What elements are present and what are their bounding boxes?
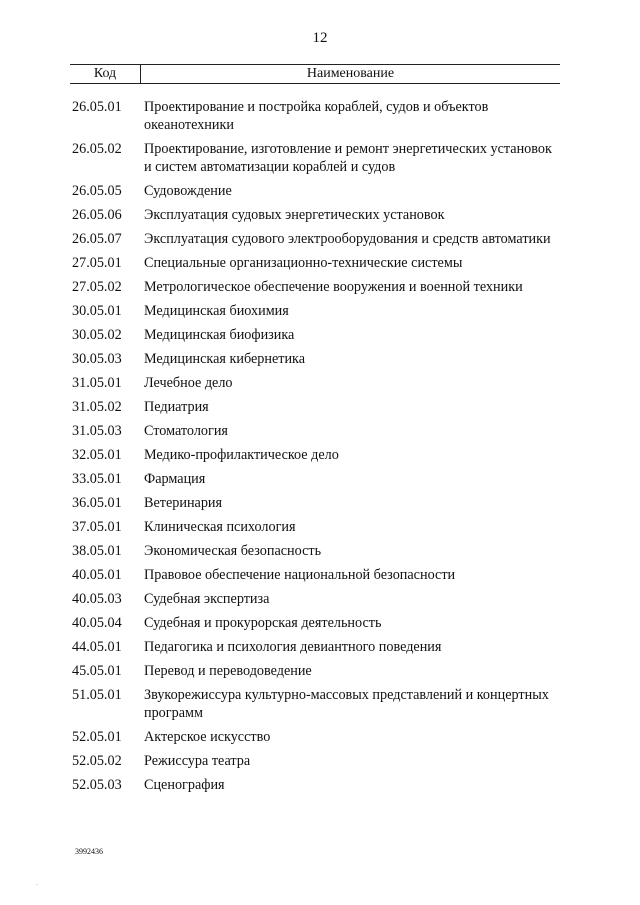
row-name: Фармация xyxy=(144,471,206,487)
table-row xyxy=(72,590,562,608)
row-code: 26.05.07 xyxy=(72,231,122,247)
row-name: Эксплуатация судового электрооборудования и средств автоматики xyxy=(144,231,551,247)
row-code: 30.05.01 xyxy=(72,303,122,319)
document-number: 3992436 xyxy=(75,847,103,856)
table-row xyxy=(72,398,562,416)
row-name: Сценография xyxy=(144,777,225,793)
row-name: Стоматология xyxy=(144,423,228,439)
row-name: Метрологическое обеспечение вооружения и военной техники xyxy=(144,279,523,295)
row-code: 33.05.01 xyxy=(72,471,122,487)
table-row xyxy=(72,230,562,248)
row-code: 30.05.02 xyxy=(72,327,122,343)
row-name: Лечебное дело xyxy=(144,375,233,391)
table-row xyxy=(72,776,562,794)
row-code: 31.05.02 xyxy=(72,399,122,415)
page-number: 12 xyxy=(312,30,328,46)
table-row xyxy=(72,566,562,584)
row-code: 52.05.01 xyxy=(72,729,122,745)
row-code: 45.05.01 xyxy=(72,663,122,679)
row-name: Судебная экспертиза xyxy=(144,591,270,607)
table-row xyxy=(72,470,562,488)
table-row xyxy=(72,614,562,632)
row-code: 30.05.03 xyxy=(72,351,122,367)
row-name: Ветеринария xyxy=(144,495,223,511)
table-row xyxy=(72,422,562,440)
row-code: 52.05.02 xyxy=(72,753,122,769)
row-name: Звукорежиссура культурно-массовых представлений и концертных программ xyxy=(144,687,549,721)
row-code: 38.05.01 xyxy=(72,543,122,559)
row-name: Медико-профилактическое дело xyxy=(144,447,339,463)
table-row xyxy=(72,374,562,392)
table-row xyxy=(72,662,562,680)
row-code: 44.05.01 xyxy=(72,639,122,655)
row-code: 27.05.01 xyxy=(72,255,122,271)
header-name: Наименование xyxy=(306,66,395,81)
row-code: 27.05.02 xyxy=(72,279,122,295)
table-row xyxy=(72,182,562,200)
row-code: 31.05.01 xyxy=(72,375,122,391)
row-name: Режиссура театра xyxy=(144,753,251,769)
table-row xyxy=(72,206,562,224)
table-row xyxy=(72,518,562,536)
table-row xyxy=(72,542,562,560)
row-name: Судебная и прокурорская деятельность xyxy=(144,615,382,631)
table-row xyxy=(72,278,562,296)
row-name: Педиатрия xyxy=(144,399,209,415)
row-name: Перевод и переводоведение xyxy=(144,663,312,679)
corner-mark: . xyxy=(36,878,38,887)
row-name: Медицинская кибернетика xyxy=(144,351,306,367)
row-code: 26.05.06 xyxy=(72,207,122,223)
row-code: 32.05.01 xyxy=(72,447,122,463)
row-name: Проектирование и постройка кораблей, судов и объектов океанотехники xyxy=(144,99,489,133)
row-name: Актерское искусство xyxy=(144,729,271,745)
row-code: 26.05.02 xyxy=(72,141,122,157)
row-name: Проектирование, изготовление и ремонт энергетических установок и систем автоматизации кораблей и судов xyxy=(144,141,552,175)
table-row xyxy=(72,254,562,272)
row-name: Правовое обеспечение национальной безопасности xyxy=(144,567,456,583)
table-row xyxy=(72,140,562,176)
row-name: Медицинская биохимия xyxy=(144,303,289,319)
table-row xyxy=(72,326,562,344)
table-row xyxy=(72,494,562,512)
table-row xyxy=(72,686,562,722)
table-row xyxy=(72,98,562,134)
row-name: Экономическая безопасность xyxy=(144,543,322,559)
table-row xyxy=(72,446,562,464)
table-row xyxy=(72,752,562,770)
row-name: Эксплуатация судовых энергетических установок xyxy=(144,207,445,223)
row-name: Педагогика и психология девиантного поведения xyxy=(144,639,442,655)
row-code: 26.05.01 xyxy=(72,99,122,115)
row-code: 52.05.03 xyxy=(72,777,122,793)
row-code: 26.05.05 xyxy=(72,183,122,199)
row-name: Клиническая психология xyxy=(144,519,296,535)
table-row xyxy=(72,638,562,656)
row-code: 51.05.01 xyxy=(72,687,122,703)
row-name: Медицинская биофизика xyxy=(144,327,295,343)
row-code: 36.05.01 xyxy=(72,495,122,511)
table-header xyxy=(70,64,560,84)
row-name: Специальные организационно-технические системы xyxy=(144,255,463,271)
table-row xyxy=(72,728,562,746)
table-row xyxy=(72,350,562,368)
row-code: 40.05.03 xyxy=(72,591,122,607)
row-code: 40.05.01 xyxy=(72,567,122,583)
row-code: 37.05.01 xyxy=(72,519,122,535)
table-body xyxy=(72,98,562,800)
row-code: 40.05.04 xyxy=(72,615,122,631)
table-row xyxy=(72,302,562,320)
header-code: Код xyxy=(93,66,117,81)
row-name: Судовождение xyxy=(144,183,232,199)
row-code: 31.05.03 xyxy=(72,423,122,439)
